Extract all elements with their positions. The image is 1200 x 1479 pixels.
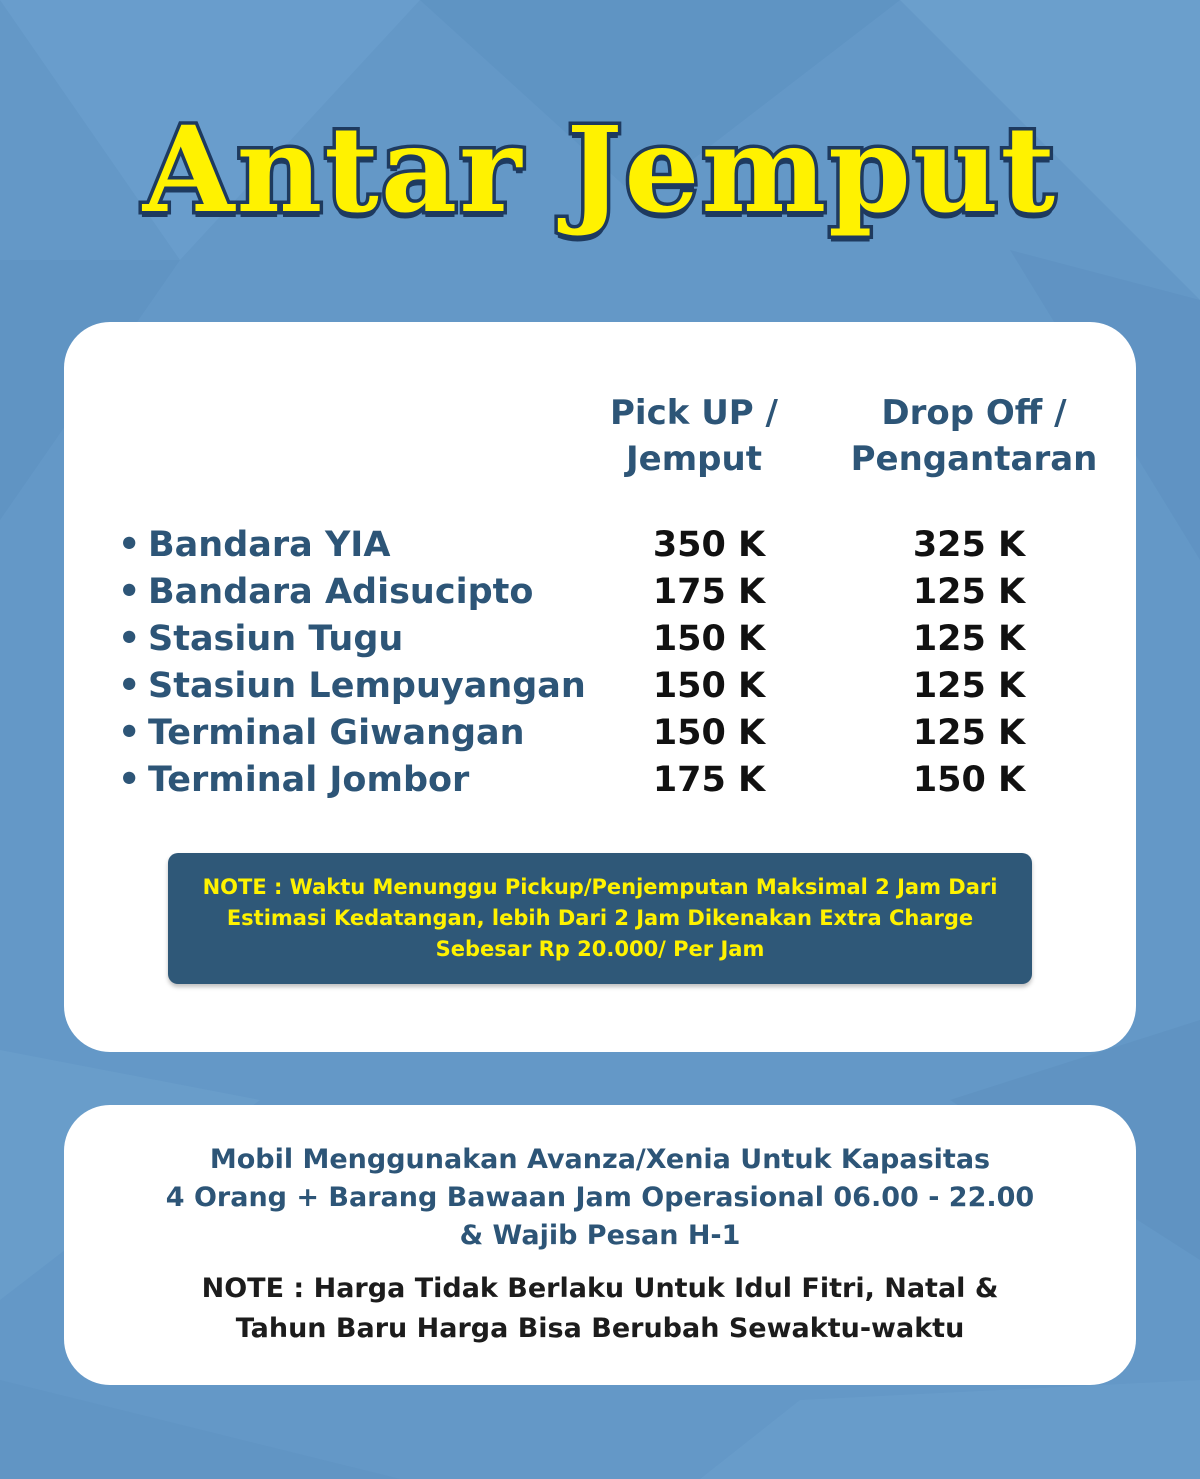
waiting-time-note: NOTE : Waktu Menunggu Pickup/Penjemputan Maksimal 2 Jam Dari Estimasi Kedatangan, lebih Dari 2 Jam Dikenakan Extra Charge Sebesar Rp 20.000/ Per Jam bbox=[202, 875, 998, 961]
dropoff-price: 325 K bbox=[912, 525, 1026, 565]
holiday-note-line2: Tahun Baru Harga Bisa Berubah Sewaktu-waktu bbox=[235, 1313, 965, 1344]
location-label: Stasiun Lempuyangan bbox=[148, 666, 586, 706]
price-row bbox=[64, 616, 1136, 663]
bullet-icon: • bbox=[118, 760, 141, 800]
bullet-icon: • bbox=[118, 525, 141, 565]
pickup-price: 150 K bbox=[652, 666, 766, 706]
bullet-icon: • bbox=[118, 713, 141, 753]
column-header-dropoff-line1: Drop Off / bbox=[881, 393, 1067, 433]
vehicle-info bbox=[84, 1141, 1116, 1255]
price-list bbox=[64, 522, 1136, 804]
price-row bbox=[64, 663, 1136, 710]
pickup-price: 150 K bbox=[652, 619, 766, 659]
price-row bbox=[64, 522, 1136, 569]
info-card bbox=[64, 1105, 1136, 1385]
vehicle-info-line1: Mobil Menggunakan Avanza/Xenia Untuk Kapasitas bbox=[209, 1144, 991, 1175]
vehicle-info-line3: & Wajib Pesan H-1 bbox=[459, 1220, 741, 1251]
column-header-pickup-line1: Pick UP / bbox=[610, 393, 778, 433]
column-header-pickup bbox=[574, 390, 814, 482]
pickup-price: 350 K bbox=[652, 525, 766, 565]
column-header-pickup-line2: Jemput bbox=[626, 439, 762, 479]
holiday-note-line1: NOTE : Harga Tidak Berlaku Untuk Idul Fitri, Natal & bbox=[201, 1273, 999, 1304]
bullet-icon: • bbox=[118, 666, 141, 706]
waiting-time-note-box bbox=[168, 853, 1032, 984]
location-label: Terminal Jombor bbox=[148, 760, 470, 800]
column-header-dropoff bbox=[834, 390, 1114, 482]
price-row bbox=[64, 757, 1136, 804]
location-label: Bandara Adisucipto bbox=[148, 572, 534, 612]
location-label: Terminal Giwangan bbox=[148, 713, 525, 753]
vehicle-info-line2: 4 Orang + Barang Bawaan Jam Operasional 06.00 - 22.00 bbox=[165, 1182, 1035, 1213]
dropoff-price: 125 K bbox=[912, 713, 1026, 753]
holiday-note bbox=[84, 1269, 1116, 1349]
price-row bbox=[64, 710, 1136, 757]
pickup-price: 175 K bbox=[652, 572, 766, 612]
column-header-dropoff-line2: Pengantaran bbox=[850, 439, 1098, 479]
dropoff-price: 125 K bbox=[912, 666, 1026, 706]
bullet-icon: • bbox=[118, 572, 141, 612]
price-card bbox=[64, 322, 1136, 1052]
pickup-price: 175 K bbox=[652, 760, 766, 800]
location-label: Stasiun Tugu bbox=[148, 619, 404, 659]
pickup-price: 150 K bbox=[652, 713, 766, 753]
dropoff-price: 125 K bbox=[912, 572, 1026, 612]
dropoff-price: 150 K bbox=[912, 760, 1026, 800]
page-title: Antar Jemput bbox=[142, 100, 1058, 239]
price-row bbox=[64, 569, 1136, 616]
dropoff-price: 125 K bbox=[912, 619, 1026, 659]
bullet-icon: • bbox=[118, 619, 141, 659]
location-label: Bandara YIA bbox=[148, 525, 391, 565]
